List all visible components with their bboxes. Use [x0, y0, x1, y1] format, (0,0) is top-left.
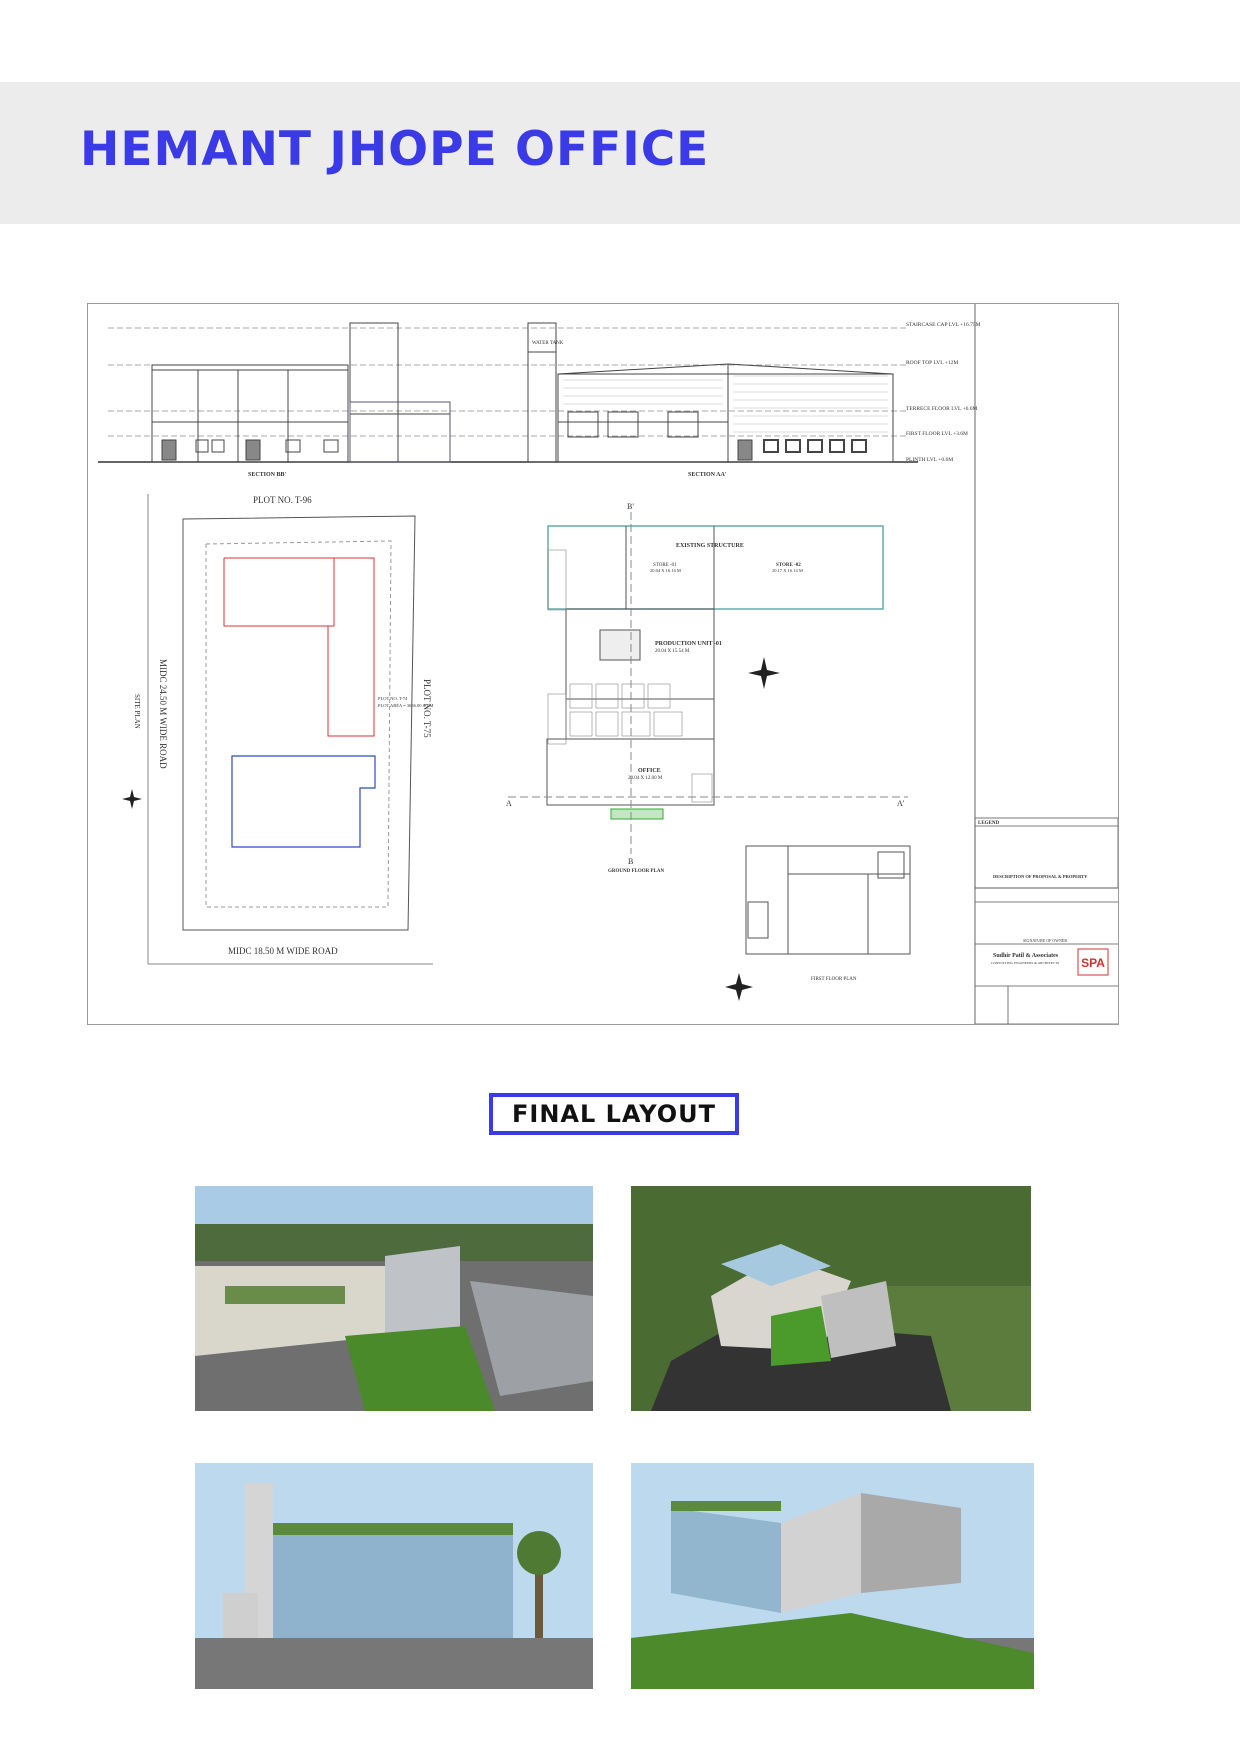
firm-logo	[1078, 949, 1108, 975]
level-roof: ROOF TOP LVL +12M	[906, 360, 959, 366]
store1-dim: 20.04 X 16.14 M	[650, 568, 681, 573]
level-terrace: TERRECE FLOOR LVL +6.6M	[906, 406, 978, 412]
level-plinth: PLINTH LVL +0.6M	[906, 457, 954, 463]
title-block	[975, 818, 1118, 1024]
signature-label: SIGNATURE OF OWNER	[1023, 938, 1067, 943]
water-tank-label: WATER TANK	[532, 341, 564, 346]
mark-a2: A'	[897, 799, 905, 808]
section-bb-label: SECTION BB'	[248, 472, 287, 478]
architectural-drawing-sheet	[87, 303, 1119, 1025]
road-bottom: MIDC 18.50 M WIDE ROAD	[228, 946, 338, 956]
north-arrow-plan-icon	[748, 657, 780, 689]
first-floor-plan	[746, 846, 910, 954]
office-dim: 20.04 X 12.00 M	[628, 776, 663, 781]
production-label: PRODUCTION UNIT -01	[655, 641, 722, 647]
firm-name: Sudhir Patil & Associates	[993, 953, 1059, 959]
site-plan	[148, 494, 433, 964]
site-plan-label: SITE PLAN	[133, 694, 141, 729]
description-label: DESCRIPTION OF PROPOSAL & PROPERTY	[993, 874, 1088, 879]
existing-structure: EXISTING STRUCTURE	[676, 543, 744, 549]
first-floor-label: FIRST FLOOR PLAN	[811, 977, 857, 982]
ground-floor-label: GROUND FLOOR PLAN	[608, 869, 665, 874]
section-aa-label: SECTION AA'	[688, 472, 727, 478]
north-arrow-first-icon	[725, 973, 753, 1001]
legend-label: LEGEND	[978, 821, 1000, 826]
production-dim: 20.04 X 15.54 M	[655, 649, 690, 654]
plot-t96: PLOT NO. T-96	[253, 495, 312, 505]
plot-t75: PLOT NO. T-75	[422, 679, 432, 738]
logo-text: SPA	[1081, 956, 1105, 970]
firm-subtitle: CONSULTING ENGINEERS & ARCHITECTS	[991, 961, 1060, 965]
mark-a: A	[506, 799, 512, 808]
render-aerial-front	[195, 1186, 593, 1411]
ground-floor-plan	[508, 512, 908, 854]
road-left: MIDC 24.50 M WIDE ROAD	[158, 659, 168, 769]
elevation-hatch	[563, 376, 888, 432]
render-aerial-side	[631, 1186, 1031, 1411]
plot-number: PLOT NO. T-74	[378, 696, 408, 701]
plan-room-grid	[548, 550, 712, 802]
render-perspective	[631, 1463, 1034, 1689]
north-arrow-site-icon	[122, 789, 142, 809]
render-front-elevation	[195, 1463, 593, 1689]
store2-label: STORE -02	[776, 563, 801, 568]
store2-dim: 20.17 X 16.14 M	[772, 568, 803, 573]
store1-label: STORE -01	[653, 563, 677, 568]
page-title: HEMANT JHOPE OFFICE	[80, 122, 710, 177]
plot-area: PLOT AREA = 3656.00 SQ.M	[378, 703, 434, 708]
level-staircase: STAIRCASE CAP LVL +16.75M	[906, 322, 981, 328]
final-layout-label: FINAL LAYOUT	[489, 1093, 739, 1135]
office-label: OFFICE	[638, 768, 661, 774]
mark-b2: B'	[627, 502, 634, 511]
mark-b: B	[628, 857, 634, 866]
level-first-floor: FIRST FLOOR LVL +3.6M	[906, 431, 968, 437]
section-elevation	[98, 323, 918, 462]
